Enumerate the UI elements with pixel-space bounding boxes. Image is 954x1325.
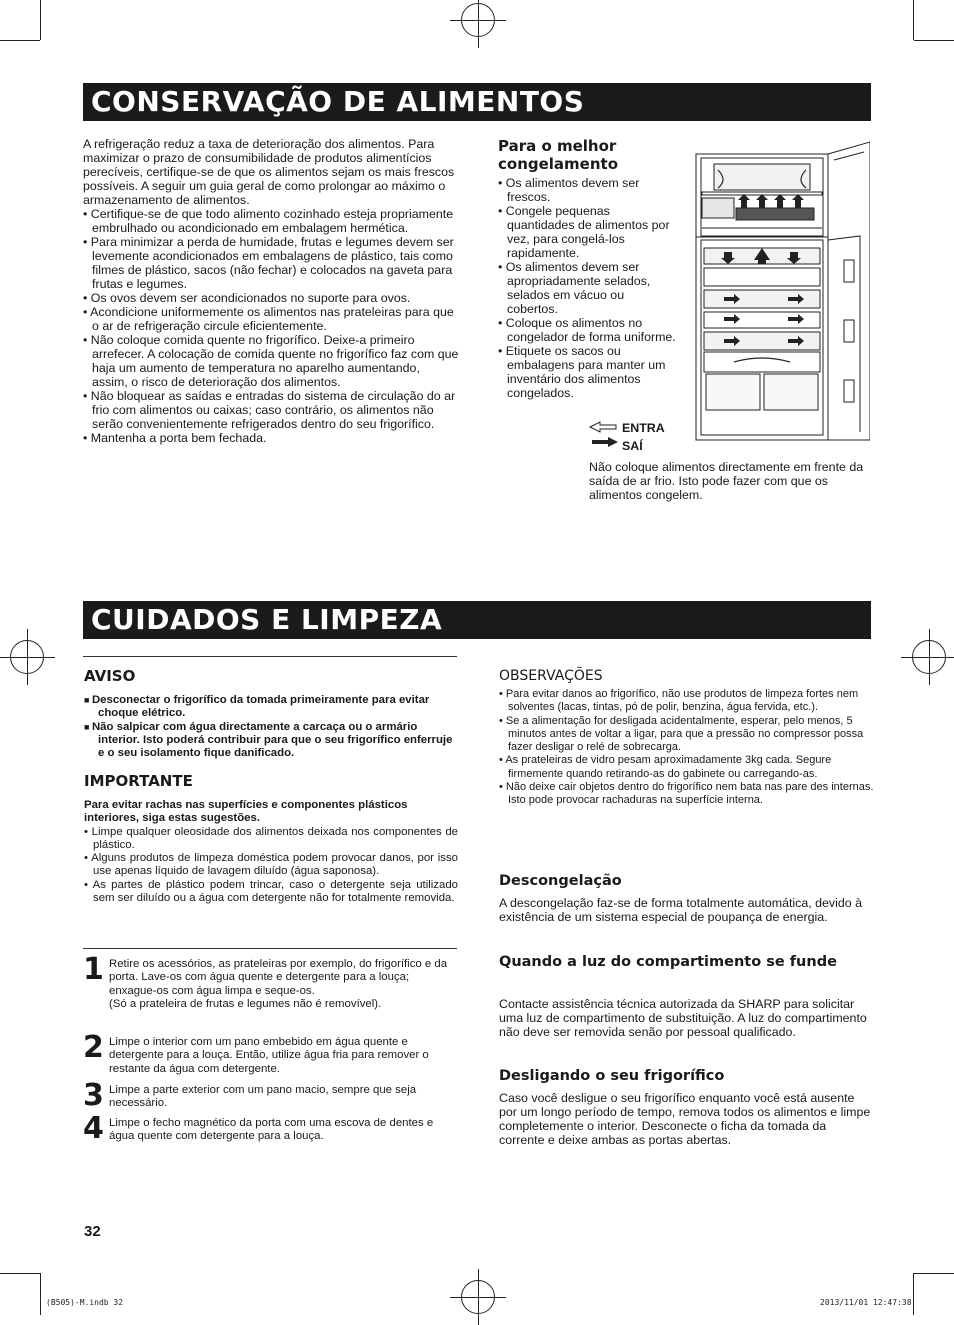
- legend-out-label: SAÍ: [622, 439, 643, 453]
- step-number: 1: [83, 952, 104, 987]
- registration-mark-icon: [461, 1280, 495, 1314]
- list-item: • Para evitar danos ao frigorífico, não use produtos de limpeza fortes nem solventes (lacas, tintas, pó de polir, benzina, água fervida, etc.).: [499, 688, 875, 715]
- freeze-text: [498, 176, 678, 400]
- step-number: 2: [83, 1030, 104, 1065]
- step-1: [83, 952, 459, 1011]
- list-item: ■ Não salpicar com água directamente a carcaça ou o armário interior. Isto poderá contribuir para que o seu frigorífico enferruje e o seu isolamento fique danificado.: [84, 721, 458, 761]
- step-number: 3: [83, 1078, 104, 1113]
- importante-heading: IMPORTANTE: [84, 772, 193, 790]
- desligando-text: Caso você desligue o seu frigorífico enquanto você está ausente por um longo período de tempo, remova todos os alimentos e limpe completemente o interior. Desconecte o ficha da tomada da corrente e deixe ambas as portas abertas.: [499, 1091, 871, 1147]
- step-4: [83, 1111, 459, 1146]
- list-item: • Acondicione uniformemente os alimentos nas prateleiras para que o ar de refrigeração circule eficientemente.: [83, 305, 459, 333]
- list-item: • Etiquete os sacos ou embalagens para manter um inventário dos alimentos congelados.: [498, 344, 678, 400]
- conservation-bullets: [83, 207, 459, 445]
- section-title-conservacao: CONSERVAÇÃO DE ALIMENTOS: [83, 83, 871, 121]
- crop-mark: [914, 40, 954, 41]
- footer-timestamp: 2013/11/01 12:47:38: [820, 1298, 912, 1307]
- step-3: [83, 1078, 459, 1113]
- list-item: • Mantenha a porta bem fechada.: [83, 431, 459, 445]
- importante-text: [84, 799, 458, 905]
- list-item: ■ Desconectar o frigorífico da tomada primeiramente para evitar choque elétrico.: [84, 694, 458, 721]
- crop-mark: [914, 1273, 954, 1274]
- freeze-heading: Para o melhor congelamento: [498, 137, 619, 173]
- refrigerator-airflow-diagram: [694, 140, 870, 445]
- crop-mark: [40, 1273, 41, 1315]
- footer-file: (B505)-M.indb 32: [46, 1298, 124, 1307]
- list-item: • Certifique-se de que todo alimento cozinhado esteja propriamente embrulhado ou acondicionado em embalagem hermética.: [83, 207, 459, 235]
- step-text: Limpe a parte exterior com um pano macio, sempre que seja necessário.: [109, 1084, 417, 1110]
- list-item: • Não deixe cair objetos dentro do frigorífico nem bata nas pare des internas. Isto pode provocar rachaduras na superfície interna.: [499, 781, 875, 808]
- list-item: • Os ovos devem ser acondicionados no suporte para ovos.: [83, 291, 459, 305]
- page-number: 32: [84, 1223, 101, 1240]
- divider: [83, 948, 457, 949]
- descongelacao-text: A descongelação faz-se de forma totalmente automática, devido à existência de um sistema especial de poupança de energia.: [499, 896, 862, 924]
- list-item: • As partes de plástico podem trincar, caso o detergente seja utilizado sem ser diluído ou a água com detergente não for totalmente removida.: [84, 879, 458, 906]
- airflow-legend-icon: [588, 420, 620, 448]
- list-item: • Não bloquear as saídas e entradas do sistema de circulação do ar frio com alimentos ou caixas; caso contrário, os alimentos não serão convenientemente refrigerados dentro do seu frigorífico.: [83, 389, 459, 431]
- aviso-list: [84, 694, 458, 760]
- step-text: Limpe o fecho magnético da porta com uma escova de dentes e água quente com detergente para a louça.: [109, 1117, 434, 1143]
- registration-mark-icon: [912, 640, 946, 674]
- crop-mark: [0, 1273, 40, 1274]
- list-item: • Alguns produtos de limpeza doméstica podem provocar danos, por isso use apenas líquido de lavagem diluído (água saponosa).: [84, 852, 458, 879]
- divider: [83, 656, 457, 657]
- step-extra: (Só a prateleira de frutas e legumes não é removível).: [109, 997, 382, 1010]
- list-item: • Os alimentos devem ser apropriadamente selados, selados em vácuo ou cobertos.: [498, 260, 678, 316]
- step-2: [83, 1030, 459, 1076]
- step-number: 4: [83, 1111, 104, 1146]
- list-item: • Não coloque comida quente no frigorífico. Deixe-a primeiro arrefecer. A colocação de comida quente no frigorífico faz com que haja um aumento de temperatura no aparelho aumentando, assim, o risco de deterioração dos alimentos.: [83, 333, 459, 389]
- list-item: • Os alimentos devem ser frescos.: [498, 176, 678, 204]
- crop-mark: [40, 0, 41, 40]
- crop-mark: [913, 0, 914, 40]
- list-item: • Se a alimentação for desligada acidentalmente, esperar, pelo menos, 5 minutos antes de voltar a ligar, para que a pressão no compressor possa fazer desligar o relé de sobrecarga.: [499, 715, 875, 755]
- crop-mark: [0, 40, 40, 41]
- step-text: Retire os acessórios, as prateleiras por exemplo, do frigorífico e da porta. Lave-os com água quente e detergente para a louça; enxague-os com água limpa e seque-os.: [109, 958, 448, 997]
- list-item: • Congele pequenas quantidades de alimentos por vez, para congelá-los rapidamente.: [498, 204, 678, 260]
- intro-paragraph: A refrigeração reduz a taxa de deterioração dos alimentos. Para maximizar o prazo de consumibilidade de produtos alimentícios perecíveis, certifique-se de que os alimentos sejam os mais frescos possíveis. A seguir um guia geral de como prolongar ao máximo o armazenamento de alimentos.: [83, 137, 455, 207]
- legend-in-label: ENTRA: [622, 421, 665, 435]
- crop-mark: [913, 1273, 914, 1315]
- observacoes-heading: OBSERVAÇÕES: [499, 668, 603, 684]
- list-item: • Limpe qualquer oleosidade dos alimentos deixada nos componentes de plástico.: [84, 826, 458, 853]
- list-item: • As prateleiras de vidro pesam aproximadamente 3kg cada. Segure firmemente quando retirando-as do gabinete ou carregando-as.: [499, 754, 875, 781]
- importante-intro: Para evitar rachas nas superfícies e componentes plásticos interiores, siga estas sugestões.: [84, 799, 408, 825]
- list-item: • Coloque os alimentos no congelador de forma uniforme.: [498, 316, 678, 344]
- conservation-text: [83, 137, 459, 445]
- luz-text: Contacte assistência técnica autorizada da SHARP para solicitar uma luz de compartimento de substituição. A luz do compartimento não deve ser removida senão por pessoal qualificado.: [499, 997, 867, 1039]
- observacoes-text: [499, 688, 875, 808]
- registration-mark-icon: [10, 640, 44, 674]
- descongelacao-heading: Descongelação: [499, 873, 622, 889]
- airflow-note: Não coloque alimentos directamente em frente da saída de ar frio. Isto pode fazer com que os alimentos congelem.: [589, 460, 864, 502]
- desligando-heading: Desligando o seu frigorífico: [499, 1068, 725, 1084]
- step-text: Limpe o interior com um pano embebido em água quente e detergente para a louça. Então, utilize água fria para remover o restante da água com detergente.: [109, 1036, 429, 1075]
- list-item: • Para minimizar a perda de humidade, frutas e legumes devem ser levemente acondicionados em embalagens de plástico, tais como filmes de plástico, sacos (não fechar) e colocados na gaveta para frutas e legumes.: [83, 235, 459, 291]
- luz-heading: Quando a luz do compartimento se funde: [499, 954, 837, 970]
- registration-mark-icon: [461, 3, 495, 37]
- section-title-cuidados: CUIDADOS E LIMPEZA: [83, 601, 871, 639]
- aviso-heading: AVISO: [84, 667, 136, 685]
